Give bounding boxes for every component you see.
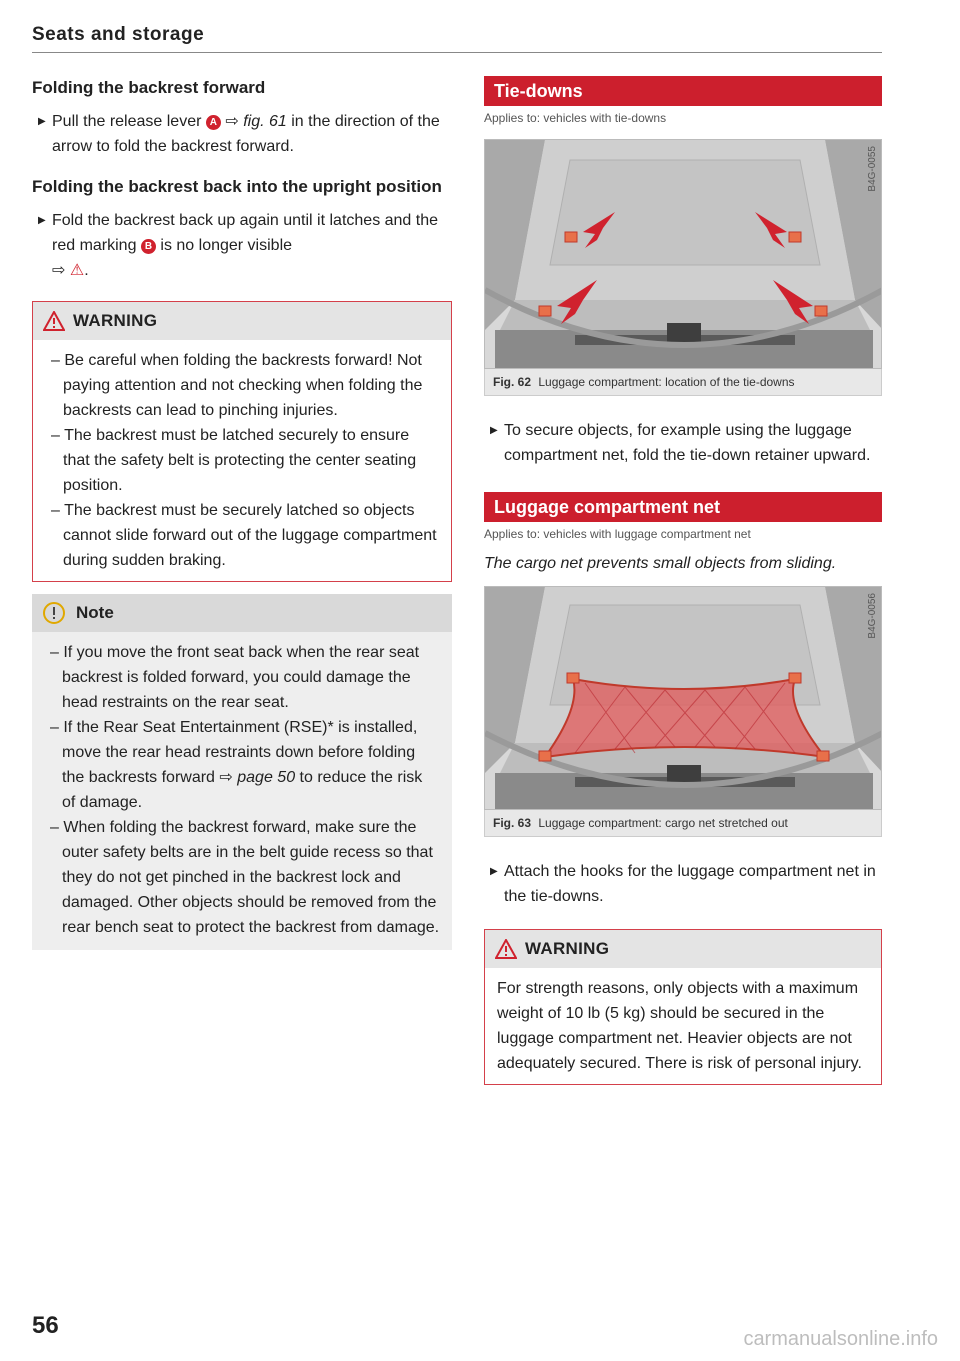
warning-item: – The backrest must be securely latched so objects cannot slide forward out of the luggage compartment during sudden braking. [51, 502, 437, 569]
warning-header [33, 302, 451, 340]
note-title: Note [76, 603, 114, 622]
note-item: – If you move the front seat back when the rear seat backrest is folded forward, you could damage the head restraints on the rear seat. [50, 644, 420, 711]
figure-caption [484, 810, 882, 837]
figure-code: B4G-0055 [867, 146, 878, 192]
figure-reference-link[interactable]: fig. 61 [243, 113, 287, 130]
warning-body [33, 340, 451, 581]
figure-code: B4G-0056 [867, 593, 878, 639]
page-number: 56 [32, 1312, 59, 1339]
warning-box-net [484, 929, 882, 1085]
step-text-post: in the direction of the arrow to fold the backrest forward. [52, 113, 440, 155]
arrow-reference-icon: ⇨ [52, 262, 66, 279]
step-text-post: is no longer visible [160, 237, 293, 254]
watermark: carmanualsonline.info [743, 1328, 938, 1350]
figure-caption-text: Luggage compartment: location of the tie-downs [538, 375, 795, 389]
step-text-pre: Fold the backrest back up again until it latches and the red marking [52, 212, 439, 254]
warning-triangle-icon [43, 311, 65, 331]
warning-item: – The backrest must be latched securely to ensure that the safety belt is protecting the center seating position. [51, 427, 417, 494]
triangle-bullet-icon: ▶ [38, 116, 46, 127]
triangle-bullet-icon: ▶ [490, 425, 498, 436]
section-bar-tiedowns: Tie-downs [484, 76, 882, 106]
figure-caption-text: Luggage compartment: cargo net stretched out [538, 816, 788, 830]
arrow-reference-icon: ⇨ [225, 113, 239, 130]
section-title: Seats and storage [32, 24, 205, 45]
heading-fold-forward: Folding the backrest forward [32, 78, 266, 97]
warning-body [485, 968, 881, 1084]
warning-reference-icon[interactable]: ⚠ [69, 262, 85, 279]
figure-caption [484, 369, 882, 396]
header-divider [32, 52, 882, 53]
net-intro: The cargo net prevents small objects from sliding. [484, 555, 837, 572]
figure-number: Fig. 63 [493, 816, 532, 830]
step-net: ▶ Attach the hooks for the luggage compartment net in the tie-downs. [484, 859, 882, 909]
note-item: – When folding the backrest forward, make sure the outer safety belts are in the belt guide recess so that they do not get pinched in the backrest lock and damaged. Other objects should be removed from the rear bench seat to protect the backrest from damage. [50, 819, 440, 936]
warning-item: – Be careful when folding the backrests forward! Not paying attention and not checking when folding the backrests can lead to pinching injuries. [51, 352, 423, 419]
figure-net [484, 586, 882, 810]
lever-marker-a: A [206, 115, 221, 130]
warning-text: For strength reasons, only objects with a maximum weight of 10 lb (5 kg) should be secured in the luggage compartment net. Heavier objects are not adequately secured. There is risk of personal injury. [497, 980, 862, 1072]
warning-title: WARNING [73, 311, 158, 330]
step-fold-forward [32, 109, 452, 159]
marking-marker-b: B [141, 239, 156, 254]
warning-triangle-icon [495, 939, 517, 959]
triangle-bullet-icon: ▶ [490, 866, 498, 877]
note-header [32, 594, 452, 632]
applies-tiedowns: Applies to: vehicles with tie-downs [484, 111, 667, 125]
triangle-bullet-icon: ▶ [38, 215, 46, 226]
step-tiedowns: ▶ To secure objects, for example using the luggage compartment net, fold the tie-down retainer upward. [484, 418, 882, 468]
warning-title: WARNING [525, 939, 610, 958]
warning-box [32, 301, 452, 582]
cargo-net-illustration [485, 587, 882, 809]
figure-number: Fig. 62 [493, 375, 532, 389]
right-column [484, 76, 882, 1085]
note-body [32, 632, 452, 950]
note-box [32, 594, 452, 950]
figure-tiedowns [484, 139, 882, 369]
note-exclamation-icon [42, 601, 66, 625]
heading-fold-back: Folding the backrest back into the upright position [32, 177, 442, 196]
page-reference-link[interactable]: ⇨ page 50 [219, 769, 296, 786]
step-text-pre: Pull the release lever [52, 113, 202, 130]
step-fold-back: ▶ Fold the backrest back up again until it latches and the red marking B is no longer visible ⇨ ⚠. [32, 208, 452, 283]
luggage-compartment-illustration [485, 140, 882, 368]
left-column [32, 76, 452, 950]
note-item: – If the Rear Seat Entertainment (RSE)* is installed, move the rear head restraints down before folding the backrests forward ⇨ page 50 to reduce the risk of damage. [50, 719, 423, 811]
warning-header [485, 930, 881, 968]
section-bar-net: Luggage compartment net [484, 492, 882, 522]
applies-net: Applies to: vehicles with luggage compartment net [484, 527, 751, 541]
